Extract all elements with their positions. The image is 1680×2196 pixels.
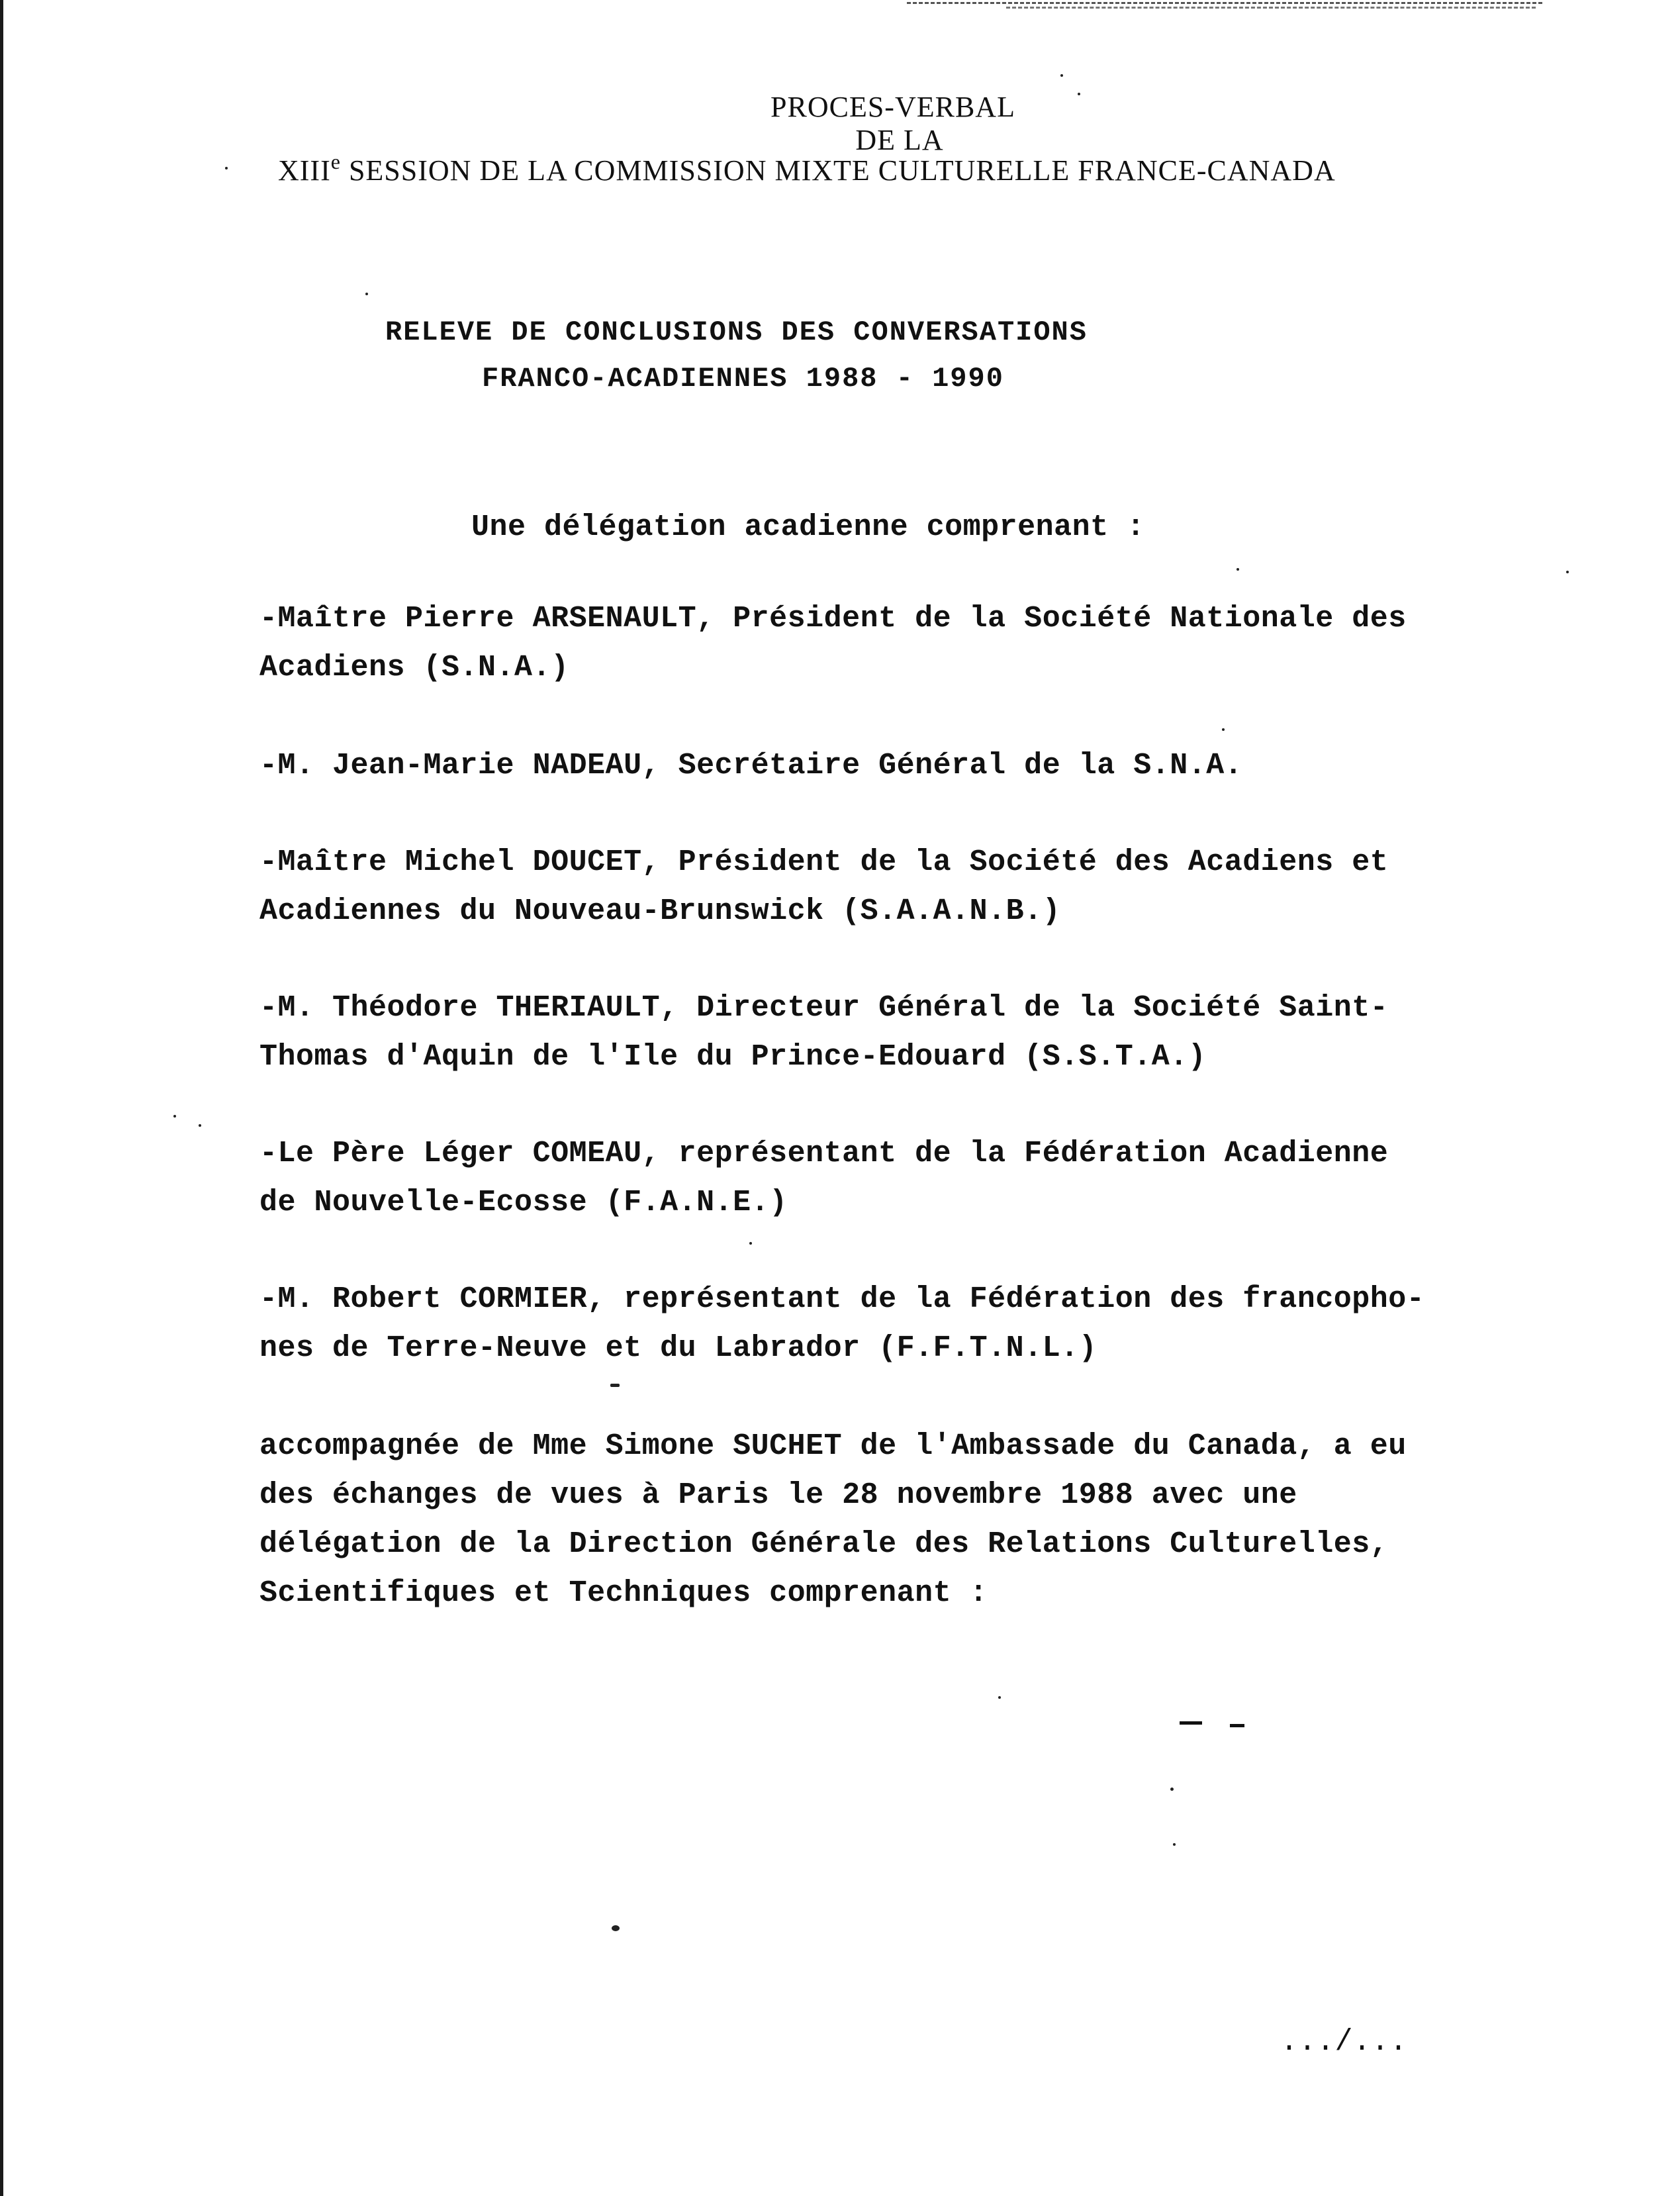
session-title: SESSION DE LA COMMISSION MIXTE CULTURELLE FRANCE-CANADA [340,154,1336,187]
member-item [259,1129,1388,1227]
scan-top-border [907,2,1542,4]
member-line: Acadiens (S.N.A.) [259,651,569,685]
scan-left-border [0,0,3,2196]
member-line: -Maître Michel DOUCET, Président de la Société des Acadiens et [259,845,1389,879]
member-line: -M. Jean-Marie NADEAU, Secrétaire Général de la S.N.A. [259,749,1243,783]
delegation-intro: Une délégation acadienne comprenant : [471,510,1145,544]
member-line: -Maître Pierre ARSENAULT, Président de la Société Nationale des [259,602,1407,636]
scan-speck [749,1242,752,1245]
scan-speck [365,293,368,295]
session-numeral: XIII [278,154,331,187]
scan-speck [1170,1788,1174,1791]
member-line: Acadiennes du Nouveau-Brunswick (S.A.A.N.B.) [259,894,1061,928]
conclusions-heading-line1: RELEVE DE CONCLUSIONS DES CONVERSATIONS [385,316,1088,348]
scan-speck [173,1115,176,1118]
member-item [259,595,1407,692]
continuation-mark: .../... [1280,2025,1408,2059]
member-line: -Le Père Léger COMEAU, représentant de la Fédération Acadienne [259,1137,1389,1170]
member-line: -M. Robert CORMIER, représentant de la Fédération des francopho- [259,1282,1425,1316]
header-title-line2: DE LA [855,124,944,156]
scan-speck [1078,93,1080,95]
scan-speck [998,1696,1001,1699]
scan-speck [612,1925,620,1931]
scan-speck [1222,728,1225,731]
scan-speck [1173,1843,1176,1846]
closing-line: délégation de la Direction Générale des Relations Culturelles, [259,1527,1389,1561]
scan-speck [225,167,228,169]
closing-line: des échanges de vues à Paris le 28 novembre 1988 avec une [259,1478,1297,1512]
session-superscript: e [330,150,341,173]
scan-top-border-inner [1006,7,1536,9]
header-session-line [278,150,1336,187]
closing-line: accompagnée de Mme Simone SUCHET de l'Ambassade du Canada, a eu [259,1429,1407,1463]
scan-speck [610,1384,620,1387]
scan-speck [199,1124,201,1127]
scan-speck [1566,571,1569,573]
member-item [259,1275,1424,1373]
scan-speck [1060,74,1063,77]
member-line: de Nouvelle-Ecosse (F.A.N.E.) [259,1186,788,1219]
member-line: Thomas d'Aquin de l'Ile du Prince-Edouard (S.S.T.A.) [259,1040,1207,1074]
scan-speck [1237,568,1239,571]
member-line: -M. Théodore THERIAULT, Directeur Général de la Société Saint- [259,991,1389,1025]
header-title-line1: PROCES-VERBAL [770,91,1015,123]
closing-line: Scientifiques et Techniques comprenant : [259,1576,988,1610]
scan-mark [1230,1724,1244,1727]
member-item [259,838,1388,936]
member-item [259,741,1242,790]
scan-mark [1180,1721,1202,1725]
member-line: nes de Terre-Neuve et du Labrador (F.F.T.N.L.) [259,1331,1097,1365]
closing-paragraph [259,1422,1407,1618]
member-item [259,984,1388,1082]
conclusions-heading-line2: FRANCO-ACADIENNES 1988 - 1990 [482,363,1004,395]
